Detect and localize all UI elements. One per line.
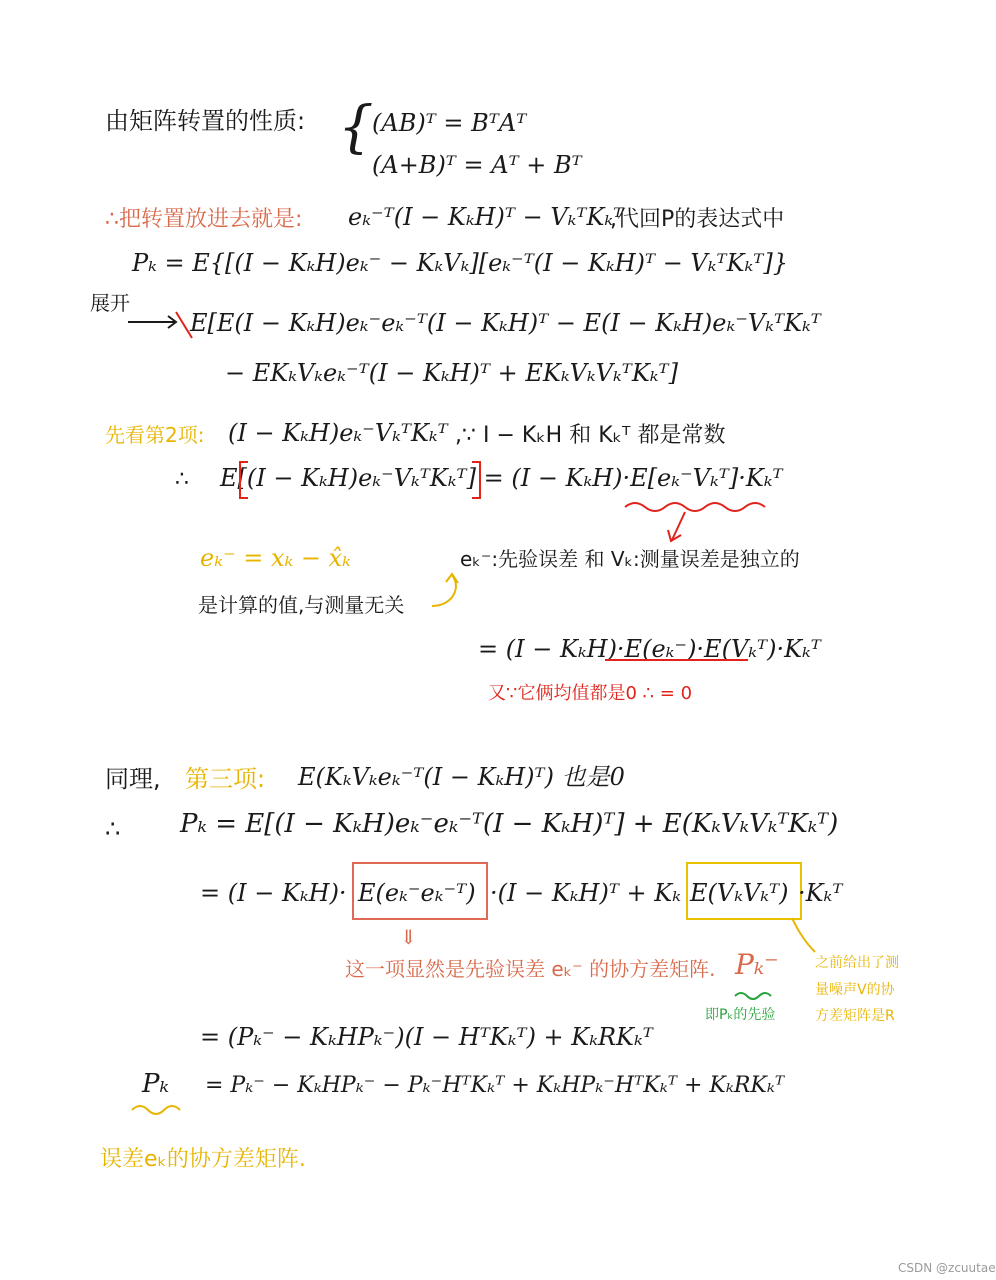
result-lhs: Pₖ xyxy=(142,1069,169,1099)
expand-line-2: − EKₖVₖeₖ⁻ᵀ(I − KₖH)ᵀ + EKₖVₖVₖᵀKₖᵀ] xyxy=(225,359,678,387)
pk-simplified-line-1: Pₖ = E[(I − KₖH)eₖ⁻eₖ⁻ᵀ(I − KₖH)ᵀ] + E(KₖVₖVₖᵀKₖᵀ) xyxy=(180,809,839,839)
pk-line-2-box-2: E(VₖVₖᵀ) xyxy=(690,879,789,907)
pk-definition: Pₖ = E{[(I − KₖH)eₖ⁻ − KₖVₖ][eₖ⁻ᵀ(I − KₖH)ᵀ − VₖᵀKₖᵀ]} xyxy=(132,249,788,277)
watermark: CSDN @zcuutae xyxy=(898,1261,996,1275)
transpose-props-label: 由矩阵转置的性质: xyxy=(105,107,306,135)
pk-line-2-part-b: ·(I − KₖH)ᵀ + Kₖ xyxy=(490,879,681,907)
prior-covariance-symbol: Pₖ⁻ xyxy=(735,948,779,981)
yellow-curve-arrow xyxy=(432,575,456,606)
therefore-symbol: ∴ xyxy=(175,467,189,492)
left-brace: { xyxy=(338,95,374,160)
pk-line-2-box-1: E(eₖ⁻eₖ⁻ᵀ) xyxy=(358,879,476,907)
transpose-product-equation: (AB)ᵀ = BᵀAᵀ xyxy=(372,109,527,137)
red-wavy-underline xyxy=(625,503,765,511)
expand-line-1: E[E(I − KₖH)eₖ⁻eₖ⁻ᵀ(I − KₖH)ᵀ − E(I − KₖH)eₖ⁻VₖᵀKₖᵀ xyxy=(190,309,821,337)
expand-label: 展开 xyxy=(90,291,130,315)
second-term-note: ,∵ I − KₖH 和 Kₖᵀ 都是常数 xyxy=(455,423,726,448)
prior-covariance-note: 这一项显然是先验误差 eₖ⁻ 的协方差矩阵. xyxy=(345,957,716,981)
independence-note: eₖ⁻:先验误差 和 Vₖ:测量误差是独立的 xyxy=(460,547,800,571)
substitute-note: ,代回P的表达式中 xyxy=(610,207,785,232)
second-term-expectation: E[(I − KₖH)eₖ⁻VₖᵀKₖᵀ] = (I − KₖH)·E[eₖ⁻Vₖᵀ]·Kₖᵀ xyxy=(220,464,783,492)
red-bracket-right xyxy=(472,462,480,498)
transpose-sum-equation: (A+B)ᵀ = Aᵀ + Bᵀ xyxy=(372,151,582,179)
result-line-2: = Pₖ⁻ − KₖHPₖ⁻ − Pₖ⁻HᵀKₖᵀ + KₖHPₖ⁻HᵀKₖᵀ + KₖRKₖᵀ xyxy=(205,1073,785,1098)
result-line-1: = (Pₖ⁻ − KₖHPₖ⁻)(I − HᵀKₖᵀ) + KₖRKₖᵀ xyxy=(200,1023,653,1051)
third-term-label: 第三项: xyxy=(185,765,266,793)
third-term-prefix: 同理, xyxy=(105,765,161,793)
result-caption: 误差eₖ的协方差矩阵. xyxy=(100,1147,306,1172)
yellow-arrow xyxy=(792,918,815,952)
second-term-label: 先看第2项: xyxy=(105,423,205,447)
second-term-zero-equation: = (I − KₖH)·E(eₖ⁻)·E(Vₖᵀ)·Kₖᵀ xyxy=(478,635,821,663)
prior-covariance-name: 即Pₖ的先验 xyxy=(705,1007,776,1023)
second-term-zero-note: 又∵它俩均值都是0 ∴ = 0 xyxy=(488,683,693,704)
yellow-squiggle xyxy=(132,1106,180,1114)
third-term-expression: E(KₖVₖeₖ⁻ᵀ(I − KₖH)ᵀ) 也是0 xyxy=(298,763,625,791)
prior-error-equation: eₖ⁻ = xₖ − x̂ₖ xyxy=(200,544,351,572)
pk-line-2-part-c: ·Kₖᵀ xyxy=(798,879,843,907)
strike-mark xyxy=(176,312,192,338)
measurement-covariance-note: 之前给出了测量噪声V的协方差矩阵是R xyxy=(815,955,899,1025)
substitute-expression: eₖ⁻ᵀ(I − KₖH)ᵀ − VₖᵀKₖᵀ xyxy=(348,203,624,231)
prior-error-note: 是计算的值,与测量无关 xyxy=(198,593,405,617)
green-squiggle xyxy=(735,993,771,999)
therefore-symbol-2: ∴ xyxy=(105,815,121,843)
pk-line-2-part-a: = (I − KₖH)· xyxy=(200,879,347,907)
substitute-label: ∴把转置放进去就是: xyxy=(105,207,303,232)
red-bracket-left xyxy=(240,462,248,498)
second-term-expression: (I − KₖH)eₖ⁻VₖᵀKₖᵀ xyxy=(228,419,448,447)
down-arrow: ⇓ xyxy=(400,925,417,949)
